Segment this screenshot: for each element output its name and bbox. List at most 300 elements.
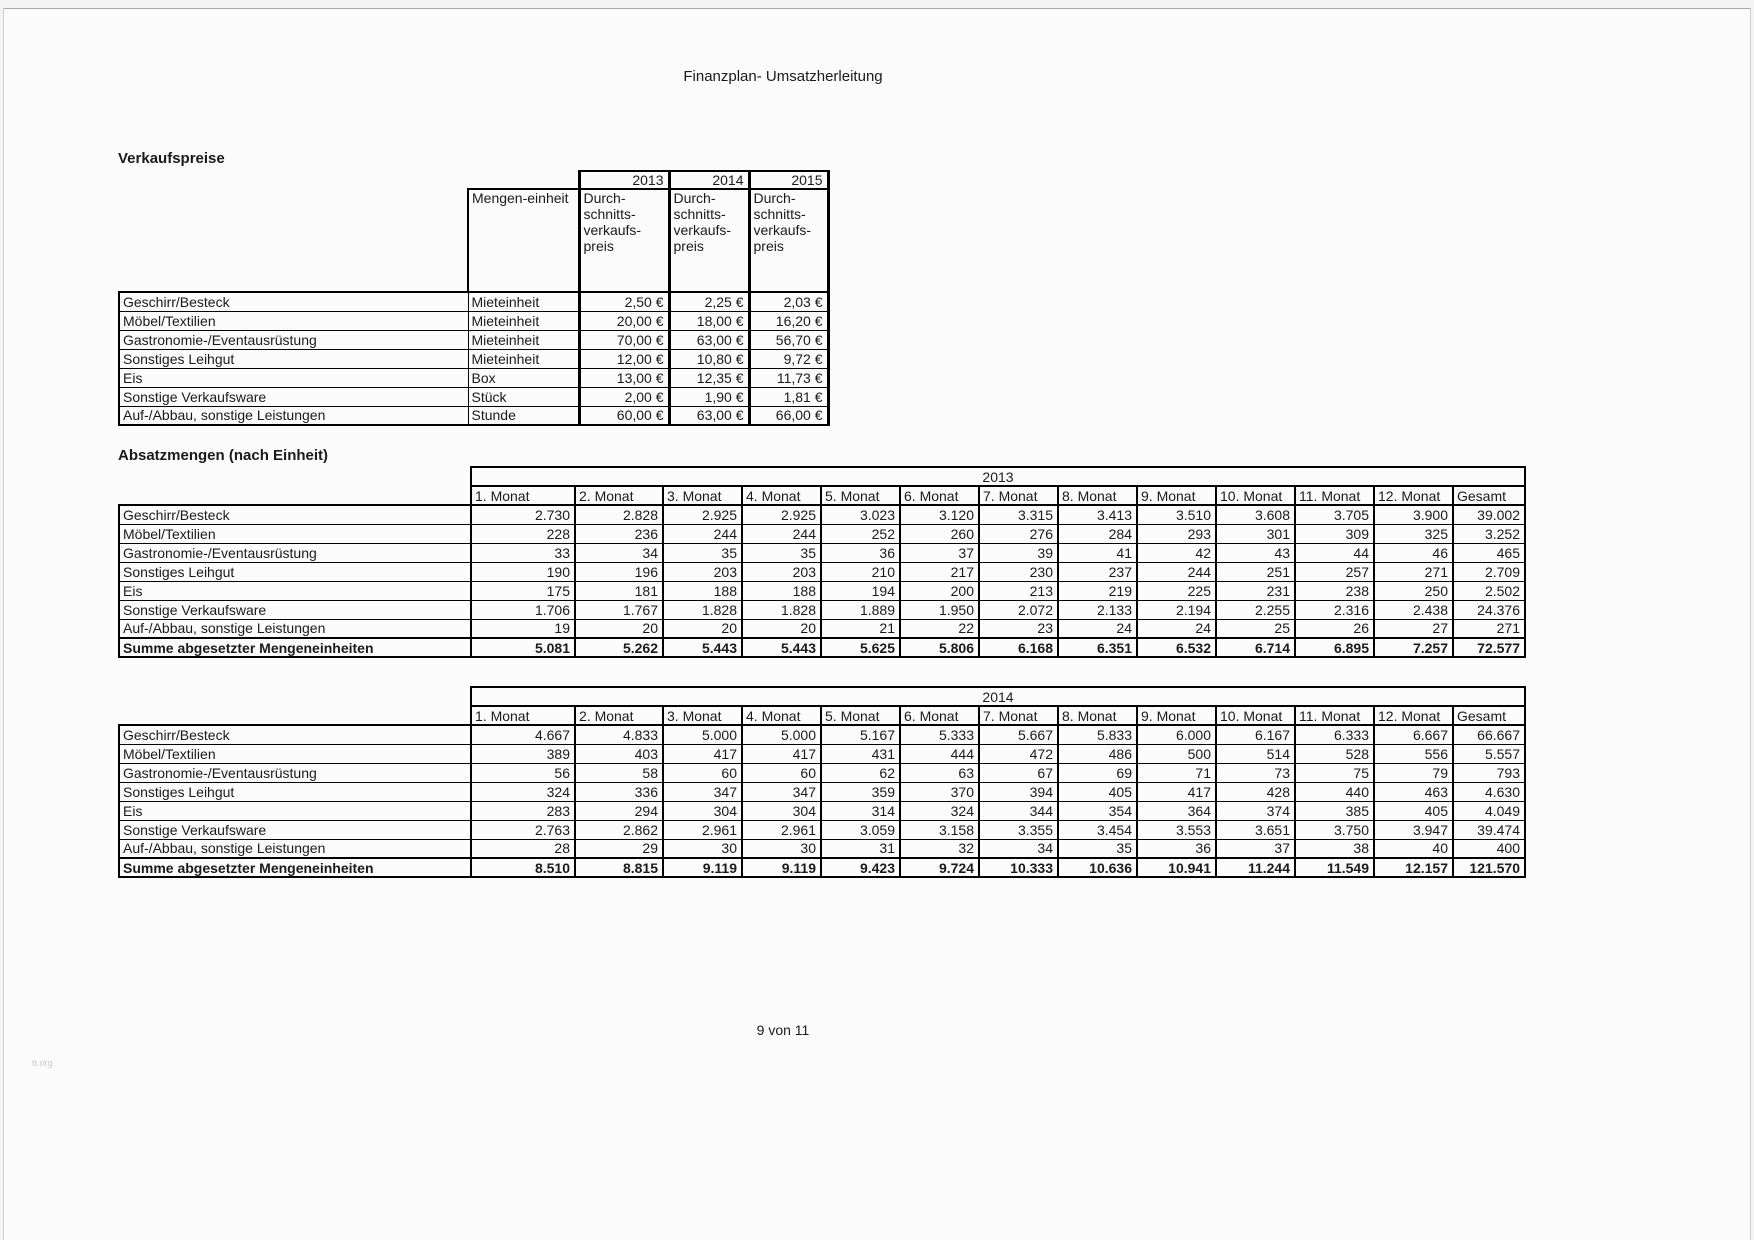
- value-cell: 20: [575, 619, 663, 638]
- value-cell: 30: [742, 839, 821, 858]
- value-cell: 336: [575, 782, 663, 801]
- value-cell: 190: [471, 562, 575, 581]
- value-cell: 260: [900, 524, 979, 543]
- table-row: [119, 638, 1525, 657]
- row-label: Auf-/Abbau, sonstige Leistungen: [119, 619, 471, 638]
- year-header-2014: 2014: [669, 171, 749, 189]
- value-cell: 10.636: [1058, 858, 1137, 877]
- value-cell: 58: [575, 763, 663, 782]
- table-row: [119, 486, 1525, 505]
- spacer-cell: [119, 706, 471, 725]
- row-label: Sonstige Verkaufsware: [119, 387, 468, 406]
- value-cell: 188: [663, 581, 742, 600]
- value-cell: 31: [821, 839, 900, 858]
- table-row: [119, 581, 1525, 600]
- price-header-line: verkaufs-: [673, 222, 732, 238]
- unit-cell: Mieteinheit: [468, 349, 579, 368]
- value-cell: 3.750: [1295, 820, 1374, 839]
- value-cell: 20: [663, 619, 742, 638]
- price-cell: 18,00 €: [669, 311, 749, 330]
- value-cell: 9.423: [821, 858, 900, 877]
- value-cell: 237: [1058, 562, 1137, 581]
- value-cell: 39.002: [1453, 505, 1525, 524]
- price-header-line: preis: [583, 238, 614, 254]
- value-cell: 56: [471, 763, 575, 782]
- verkaufspreise-table: [118, 170, 830, 426]
- value-cell: 400: [1453, 839, 1525, 858]
- price-cell: 63,00 €: [669, 406, 749, 425]
- row-label: Gastronomie-/Eventausrüstung: [119, 330, 468, 349]
- value-cell: 394: [979, 782, 1058, 801]
- price-header-line: Durch-: [753, 190, 796, 206]
- value-cell: 1.828: [742, 600, 821, 619]
- month-header: 3. Monat: [663, 706, 742, 725]
- value-cell: 188: [742, 581, 821, 600]
- value-cell: 5.000: [663, 725, 742, 744]
- value-cell: 236: [575, 524, 663, 543]
- row-label: Eis: [119, 801, 471, 820]
- value-cell: 121.570: [1453, 858, 1525, 877]
- value-cell: 283: [471, 801, 575, 820]
- value-cell: 9.119: [663, 858, 742, 877]
- year-header-2014: 2014: [471, 687, 1525, 706]
- month-header: 5. Monat: [821, 706, 900, 725]
- month-header: 7. Monat: [979, 706, 1058, 725]
- spacer-cell: [119, 189, 468, 292]
- value-cell: 2.961: [742, 820, 821, 839]
- value-cell: 1.767: [575, 600, 663, 619]
- value-cell: 251: [1216, 562, 1295, 581]
- unit-cell: Mieteinheit: [468, 311, 579, 330]
- table-row: [119, 406, 828, 425]
- value-cell: 3.510: [1137, 505, 1216, 524]
- value-cell: 347: [663, 782, 742, 801]
- month-header: 11. Monat: [1295, 706, 1374, 725]
- value-cell: 10.333: [979, 858, 1058, 877]
- value-cell: 75: [1295, 763, 1374, 782]
- value-cell: 370: [900, 782, 979, 801]
- value-cell: 1.828: [663, 600, 742, 619]
- page-frame-left: [3, 8, 4, 1240]
- row-label: Gastronomie-/Eventausrüstung: [119, 763, 471, 782]
- price-cell: 20,00 €: [579, 311, 669, 330]
- value-cell: 271: [1374, 562, 1453, 581]
- value-cell: 66.667: [1453, 725, 1525, 744]
- price-header-line: schnitts-: [583, 206, 636, 222]
- table-row: [119, 467, 1525, 486]
- month-header: 1. Monat: [471, 486, 575, 505]
- value-cell: 417: [663, 744, 742, 763]
- price-header-line: preis: [673, 238, 704, 254]
- value-cell: 556: [1374, 744, 1453, 763]
- table-row: [119, 524, 1525, 543]
- value-cell: 37: [1216, 839, 1295, 858]
- value-cell: 294: [575, 801, 663, 820]
- value-cell: 252: [821, 524, 900, 543]
- value-cell: 374: [1216, 801, 1295, 820]
- value-cell: 32: [900, 839, 979, 858]
- value-cell: 465: [1453, 543, 1525, 562]
- value-cell: 2.438: [1374, 600, 1453, 619]
- value-cell: 203: [663, 562, 742, 581]
- price-header-line: verkaufs-: [583, 222, 642, 238]
- month-header: 3. Monat: [663, 486, 742, 505]
- value-cell: 11.549: [1295, 858, 1374, 877]
- unit-cell: Mieteinheit: [468, 292, 579, 311]
- value-cell: 6.000: [1137, 725, 1216, 744]
- value-cell: 2.730: [471, 505, 575, 524]
- value-cell: 5.333: [900, 725, 979, 744]
- value-cell: 6.895: [1295, 638, 1374, 657]
- value-cell: 230: [979, 562, 1058, 581]
- value-cell: 33: [471, 543, 575, 562]
- table-row: [119, 505, 1525, 524]
- value-cell: 6.714: [1216, 638, 1295, 657]
- price-cell: 11,73 €: [749, 368, 828, 387]
- value-cell: 347: [742, 782, 821, 801]
- value-cell: 5.167: [821, 725, 900, 744]
- absatzmengen-table-2014: [118, 686, 1526, 878]
- value-cell: 2.316: [1295, 600, 1374, 619]
- value-cell: 2.502: [1453, 581, 1525, 600]
- month-header: 10. Monat: [1216, 486, 1295, 505]
- value-cell: 41: [1058, 543, 1137, 562]
- value-cell: 1.706: [471, 600, 575, 619]
- value-cell: 34: [575, 543, 663, 562]
- value-cell: 463: [1374, 782, 1453, 801]
- value-cell: 5.667: [979, 725, 1058, 744]
- table-row: [119, 725, 1525, 744]
- value-cell: 24: [1058, 619, 1137, 638]
- spacer-cell: [119, 486, 471, 505]
- value-cell: 11.244: [1216, 858, 1295, 877]
- value-cell: 26: [1295, 619, 1374, 638]
- value-cell: 5.262: [575, 638, 663, 657]
- unit-cell: Stunde: [468, 406, 579, 425]
- value-cell: 203: [742, 562, 821, 581]
- unit-cell: Box: [468, 368, 579, 387]
- value-cell: 63: [900, 763, 979, 782]
- value-cell: 389: [471, 744, 575, 763]
- value-cell: 10.941: [1137, 858, 1216, 877]
- value-cell: 5.833: [1058, 725, 1137, 744]
- price-cell: 2,03 €: [749, 292, 828, 311]
- spacer-cell: [119, 171, 468, 189]
- row-label: Sonstiges Leihgut: [119, 562, 471, 581]
- row-label: Geschirr/Besteck: [119, 725, 471, 744]
- value-cell: 354: [1058, 801, 1137, 820]
- table-row: [119, 330, 828, 349]
- value-cell: 417: [1137, 782, 1216, 801]
- spacer-cell: [468, 171, 579, 189]
- table-row: [119, 311, 828, 330]
- value-cell: 2.072: [979, 600, 1058, 619]
- table-row: [119, 839, 1525, 858]
- month-header: 2. Monat: [575, 706, 663, 725]
- value-cell: 2.133: [1058, 600, 1137, 619]
- value-cell: 228: [471, 524, 575, 543]
- month-header: 7. Monat: [979, 486, 1058, 505]
- value-cell: 67: [979, 763, 1058, 782]
- price-header-line: Durch-: [583, 190, 626, 206]
- value-cell: 3.059: [821, 820, 900, 839]
- value-cell: 4.667: [471, 725, 575, 744]
- value-cell: 2.828: [575, 505, 663, 524]
- value-cell: 304: [663, 801, 742, 820]
- unit-cell: Mieteinheit: [468, 330, 579, 349]
- value-cell: 5.625: [821, 638, 900, 657]
- value-cell: 71: [1137, 763, 1216, 782]
- value-cell: 500: [1137, 744, 1216, 763]
- value-cell: 244: [742, 524, 821, 543]
- value-cell: 417: [742, 744, 821, 763]
- value-cell: 35: [742, 543, 821, 562]
- month-header: 1. Monat: [471, 706, 575, 725]
- value-cell: 43: [1216, 543, 1295, 562]
- row-label: Eis: [119, 368, 468, 387]
- price-cell: 2,50 €: [579, 292, 669, 311]
- price-cell: 2,00 €: [579, 387, 669, 406]
- value-cell: 3.454: [1058, 820, 1137, 839]
- value-cell: 2.194: [1137, 600, 1216, 619]
- value-cell: 314: [821, 801, 900, 820]
- document-title: Finanzplan- Umsatzherleitung: [683, 68, 883, 85]
- month-header: 2. Monat: [575, 486, 663, 505]
- value-cell: 3.900: [1374, 505, 1453, 524]
- price-cell: 10,80 €: [669, 349, 749, 368]
- value-cell: 4.630: [1453, 782, 1525, 801]
- table-row: [119, 687, 1525, 706]
- value-cell: 22: [900, 619, 979, 638]
- month-header: Gesamt: [1453, 706, 1525, 725]
- row-label: Sonstige Verkaufsware: [119, 600, 471, 619]
- value-cell: 40: [1374, 839, 1453, 858]
- watermark-text: tt.org: [32, 1058, 53, 1068]
- table-row: [119, 562, 1525, 581]
- table-row: [119, 349, 828, 368]
- month-header: 5. Monat: [821, 486, 900, 505]
- section-heading-absatzmengen: Absatzmengen (nach Einheit): [118, 447, 329, 464]
- value-cell: 344: [979, 801, 1058, 820]
- value-cell: 12.157: [1374, 858, 1453, 877]
- spacer-cell: [119, 687, 471, 706]
- value-cell: 8.815: [575, 858, 663, 877]
- value-cell: 1.950: [900, 600, 979, 619]
- page-frame-top: [3, 8, 1751, 9]
- unit-column-header: Mengen-einheit: [468, 189, 579, 292]
- month-header: 12. Monat: [1374, 706, 1453, 725]
- row-label: Eis: [119, 581, 471, 600]
- month-header: 9. Monat: [1137, 706, 1216, 725]
- price-cell: 13,00 €: [579, 368, 669, 387]
- value-cell: 219: [1058, 581, 1137, 600]
- value-cell: 486: [1058, 744, 1137, 763]
- month-header: 6. Monat: [900, 486, 979, 505]
- value-cell: 200: [900, 581, 979, 600]
- value-cell: 244: [1137, 562, 1216, 581]
- value-cell: 405: [1058, 782, 1137, 801]
- value-cell: 3.705: [1295, 505, 1374, 524]
- value-cell: 385: [1295, 801, 1374, 820]
- value-cell: 3.355: [979, 820, 1058, 839]
- table-row: [119, 763, 1525, 782]
- value-cell: 35: [663, 543, 742, 562]
- row-label: Auf-/Abbau, sonstige Leistungen: [119, 406, 468, 425]
- value-cell: 213: [979, 581, 1058, 600]
- value-cell: 79: [1374, 763, 1453, 782]
- value-cell: 30: [663, 839, 742, 858]
- value-cell: 444: [900, 744, 979, 763]
- price-column-header-2014: [669, 189, 749, 292]
- value-cell: 2.862: [575, 820, 663, 839]
- value-cell: 3.413: [1058, 505, 1137, 524]
- value-cell: 210: [821, 562, 900, 581]
- price-header-line: preis: [753, 238, 784, 254]
- value-cell: 25: [1216, 619, 1295, 638]
- value-cell: 20: [742, 619, 821, 638]
- value-cell: 2.925: [663, 505, 742, 524]
- value-cell: 2.763: [471, 820, 575, 839]
- value-cell: 1.889: [821, 600, 900, 619]
- price-column-header-2013: [579, 189, 669, 292]
- value-cell: 3.252: [1453, 524, 1525, 543]
- page-frame-right: [1750, 8, 1751, 1240]
- month-header: 4. Monat: [742, 486, 821, 505]
- row-label: Geschirr/Besteck: [119, 505, 471, 524]
- price-cell: 12,00 €: [579, 349, 669, 368]
- month-header: 8. Monat: [1058, 486, 1137, 505]
- month-header: 4. Monat: [742, 706, 821, 725]
- value-cell: 304: [742, 801, 821, 820]
- value-cell: 217: [900, 562, 979, 581]
- value-cell: 34: [979, 839, 1058, 858]
- page-number: 9 von 11: [756, 1022, 810, 1038]
- value-cell: 293: [1137, 524, 1216, 543]
- price-header-line: schnitts-: [753, 206, 806, 222]
- row-label: Summe abgesetzter Mengeneinheiten: [119, 858, 471, 877]
- price-cell: 1,90 €: [669, 387, 749, 406]
- value-cell: 324: [471, 782, 575, 801]
- month-header: 6. Monat: [900, 706, 979, 725]
- value-cell: 403: [575, 744, 663, 763]
- value-cell: 44: [1295, 543, 1374, 562]
- value-cell: 3.120: [900, 505, 979, 524]
- value-cell: 69: [1058, 763, 1137, 782]
- value-cell: 60: [742, 763, 821, 782]
- table-row: [119, 619, 1525, 638]
- value-cell: 244: [663, 524, 742, 543]
- value-cell: 72.577: [1453, 638, 1525, 657]
- table-row: [119, 782, 1525, 801]
- value-cell: 27: [1374, 619, 1453, 638]
- value-cell: 528: [1295, 744, 1374, 763]
- row-label: Möbel/Textilien: [119, 744, 471, 763]
- value-cell: 284: [1058, 524, 1137, 543]
- value-cell: 9.119: [742, 858, 821, 877]
- value-cell: 62: [821, 763, 900, 782]
- value-cell: 6.168: [979, 638, 1058, 657]
- month-header: 8. Monat: [1058, 706, 1137, 725]
- value-cell: 250: [1374, 581, 1453, 600]
- value-cell: 7.257: [1374, 638, 1453, 657]
- value-cell: 24.376: [1453, 600, 1525, 619]
- value-cell: 3.947: [1374, 820, 1453, 839]
- value-cell: 472: [979, 744, 1058, 763]
- value-cell: 196: [575, 562, 663, 581]
- price-cell: 2,25 €: [669, 292, 749, 311]
- value-cell: 440: [1295, 782, 1374, 801]
- price-header-line: Durch-: [673, 190, 716, 206]
- unit-cell: Stück: [468, 387, 579, 406]
- value-cell: 309: [1295, 524, 1374, 543]
- value-cell: 405: [1374, 801, 1453, 820]
- value-cell: 793: [1453, 763, 1525, 782]
- price-cell: 56,70 €: [749, 330, 828, 349]
- table-row: [119, 189, 828, 292]
- value-cell: 38: [1295, 839, 1374, 858]
- value-cell: 3.651: [1216, 820, 1295, 839]
- value-cell: 36: [821, 543, 900, 562]
- row-label: Gastronomie-/Eventausrüstung: [119, 543, 471, 562]
- month-header: 9. Monat: [1137, 486, 1216, 505]
- value-cell: 46: [1374, 543, 1453, 562]
- value-cell: 324: [900, 801, 979, 820]
- value-cell: 3.608: [1216, 505, 1295, 524]
- value-cell: 5.000: [742, 725, 821, 744]
- value-cell: 181: [575, 581, 663, 600]
- price-header-line: verkaufs-: [753, 222, 812, 238]
- value-cell: 325: [1374, 524, 1453, 543]
- table-row: [119, 543, 1525, 562]
- price-column-header-2015: [749, 189, 828, 292]
- value-cell: 3.023: [821, 505, 900, 524]
- row-label: Summe abgesetzter Mengeneinheiten: [119, 638, 471, 657]
- month-header: 12. Monat: [1374, 486, 1453, 505]
- row-label: Sonstiges Leihgut: [119, 349, 468, 368]
- value-cell: 514: [1216, 744, 1295, 763]
- value-cell: 194: [821, 581, 900, 600]
- year-header-2013: 2013: [579, 171, 669, 189]
- row-label: Möbel/Textilien: [119, 524, 471, 543]
- table-row: [119, 820, 1525, 839]
- value-cell: 428: [1216, 782, 1295, 801]
- value-cell: 271: [1453, 619, 1525, 638]
- value-cell: 3.315: [979, 505, 1058, 524]
- value-cell: 5.081: [471, 638, 575, 657]
- value-cell: 5.557: [1453, 744, 1525, 763]
- month-header: 11. Monat: [1295, 486, 1374, 505]
- table-row: [119, 801, 1525, 820]
- value-cell: 37: [900, 543, 979, 562]
- value-cell: 225: [1137, 581, 1216, 600]
- price-cell: 9,72 €: [749, 349, 828, 368]
- spacer-cell: [119, 467, 471, 486]
- price-cell: 16,20 €: [749, 311, 828, 330]
- value-cell: 238: [1295, 581, 1374, 600]
- value-cell: 29: [575, 839, 663, 858]
- value-cell: 301: [1216, 524, 1295, 543]
- value-cell: 2.709: [1453, 562, 1525, 581]
- table-row: [119, 706, 1525, 725]
- value-cell: 73: [1216, 763, 1295, 782]
- value-cell: 6.333: [1295, 725, 1374, 744]
- value-cell: 5.806: [900, 638, 979, 657]
- value-cell: 231: [1216, 581, 1295, 600]
- table-row: [119, 744, 1525, 763]
- price-cell: 66,00 €: [749, 406, 828, 425]
- value-cell: 9.724: [900, 858, 979, 877]
- year-header-2015: 2015: [749, 171, 828, 189]
